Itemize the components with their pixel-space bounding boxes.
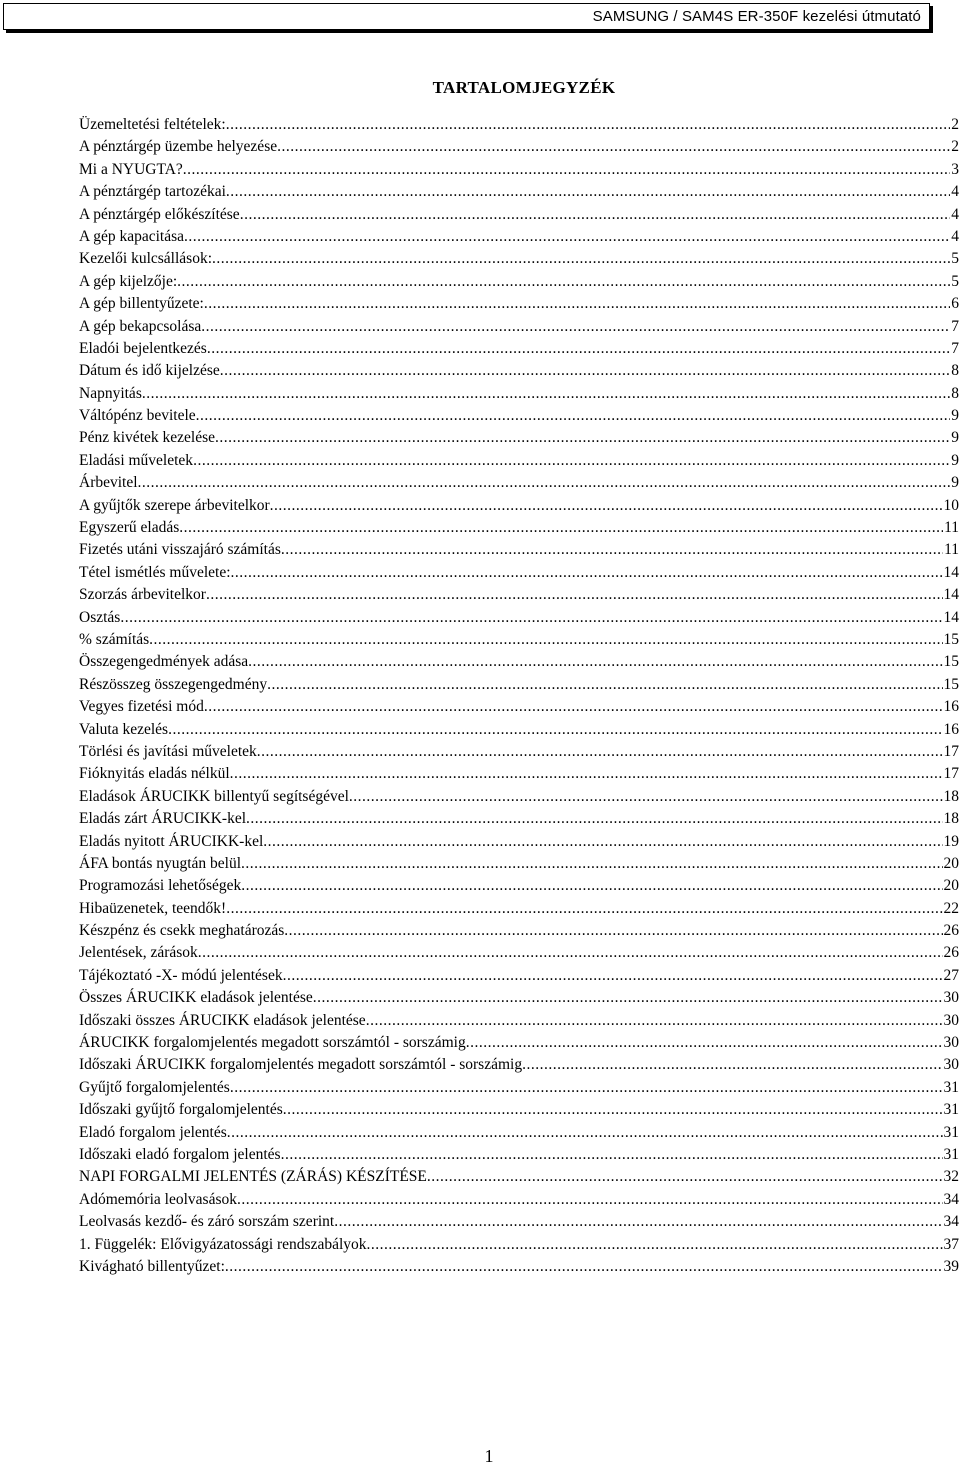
toc-entry[interactable] bbox=[79, 719, 959, 741]
toc-entry-label: Vegyes fizetési mód bbox=[79, 698, 204, 716]
toc-dot-leader bbox=[230, 1077, 943, 1099]
toc-entry-page: 20 bbox=[943, 877, 959, 895]
toc-entry-page: 14 bbox=[943, 608, 959, 626]
toc-entry[interactable] bbox=[79, 136, 959, 158]
toc-entry-page: 7 bbox=[951, 339, 959, 357]
toc-entry[interactable] bbox=[79, 696, 959, 718]
toc-entry-page: 31 bbox=[943, 1101, 959, 1119]
toc-entry[interactable] bbox=[79, 1234, 959, 1256]
toc-entry-label: A gép kijelzője: bbox=[79, 272, 178, 290]
toc-entry-page: 11 bbox=[944, 519, 959, 537]
toc-entry-label: Időszaki eladó forgalom jelentés bbox=[79, 1145, 281, 1163]
toc-entry-label: Eladó forgalom jelentés bbox=[79, 1123, 227, 1141]
toc-entry-page: 7 bbox=[951, 317, 959, 335]
toc-entry-label: Időszaki ÁRUCIKK forgalomjelentés megadott sorszámtól - sorszámig bbox=[79, 1056, 523, 1074]
toc-entry-page: 34 bbox=[943, 1213, 959, 1231]
toc-entry-label: Adómemória leolvasások bbox=[79, 1190, 237, 1208]
toc-entry-label: ÁFA bontás nyugtán belül bbox=[79, 854, 242, 872]
toc-entry-page: 30 bbox=[943, 1056, 959, 1074]
toc-entry[interactable] bbox=[79, 472, 959, 494]
toc-entry-label: Tájékoztató -X- módú jelentések bbox=[79, 966, 283, 984]
toc-entry-page: 16 bbox=[943, 698, 959, 716]
toc-entry[interactable] bbox=[79, 1122, 959, 1144]
toc-dot-leader bbox=[227, 1122, 943, 1144]
toc-entry[interactable] bbox=[79, 1256, 959, 1278]
toc-dot-leader bbox=[246, 808, 942, 830]
toc-entry[interactable] bbox=[79, 607, 959, 629]
toc-entry-label: Törlési és javítási műveletek bbox=[79, 742, 257, 760]
toc-entry-page: 8 bbox=[951, 384, 959, 402]
toc-entry-label: Kezelői kulcsállások: bbox=[79, 250, 212, 268]
toc-dot-leader bbox=[277, 136, 950, 158]
toc-entry[interactable] bbox=[79, 271, 959, 293]
toc-entry-page: 11 bbox=[944, 541, 959, 559]
toc-entry-label: ÁRUCIKK forgalomjelentés megadott sorszámtól - sorszámig bbox=[79, 1034, 466, 1052]
toc-dot-leader bbox=[366, 1010, 943, 1032]
toc-entry[interactable] bbox=[79, 1099, 959, 1121]
toc-dot-leader bbox=[230, 763, 943, 785]
toc-entry[interactable] bbox=[79, 674, 959, 696]
toc-entry-page: 2 bbox=[951, 116, 959, 133]
toc-entry-label: % számítás bbox=[79, 630, 150, 648]
toc-entry-page: 20 bbox=[943, 854, 959, 872]
toc-entry[interactable] bbox=[79, 316, 959, 338]
toc-dot-leader bbox=[241, 853, 942, 875]
toc-entry-page: 17 bbox=[943, 765, 959, 783]
toc-entry-label: Fizetés utáni visszajáró számítás bbox=[79, 541, 281, 559]
toc-entry-label: 1. Függelék: Elővigyázatossági rendszabályok bbox=[79, 1235, 367, 1253]
toc-entry-page: 15 bbox=[943, 630, 959, 648]
toc-dot-leader bbox=[284, 920, 942, 942]
toc-entry[interactable] bbox=[79, 1144, 959, 1166]
toc-dot-leader bbox=[177, 271, 950, 293]
toc-dot-leader bbox=[184, 226, 950, 248]
toc-entry[interactable] bbox=[79, 942, 959, 964]
toc-entry-page: 37 bbox=[943, 1235, 959, 1253]
toc-entry-page: 10 bbox=[943, 496, 959, 514]
toc-entry[interactable] bbox=[79, 181, 959, 203]
toc-dot-leader bbox=[241, 875, 942, 897]
toc-entry-label: Időszaki összes ÁRUCIKK eladások jelentése bbox=[79, 1011, 366, 1029]
toc-entry-page: 4 bbox=[951, 183, 959, 201]
toc-entry-label: Eladások ÁRUCIKK billentyű segítségével bbox=[79, 787, 349, 805]
toc-dot-leader bbox=[281, 1144, 943, 1166]
toc-entry-label: Eladás zárt ÁRUCIKK-kel bbox=[79, 810, 247, 828]
toc-entry-label: NAPI FORGALMI JELENTÉS (ZÁRÁS) KÉSZÍTÉSE bbox=[79, 1168, 427, 1186]
toc-entry[interactable] bbox=[79, 629, 959, 651]
toc-entry[interactable] bbox=[79, 965, 959, 987]
toc-dot-leader bbox=[212, 248, 950, 270]
toc-dot-leader bbox=[283, 965, 943, 987]
toc-entry-page: 26 bbox=[943, 922, 959, 940]
toc-dot-leader bbox=[283, 1099, 943, 1121]
toc-entry-label: Jelentések, zárások bbox=[79, 944, 198, 962]
toc-dot-leader bbox=[204, 696, 943, 718]
toc-entry-page: 30 bbox=[943, 1034, 959, 1052]
toc-entry[interactable] bbox=[79, 831, 959, 853]
toc-dot-leader bbox=[522, 1054, 942, 1076]
toc-entry-page: 39 bbox=[943, 1257, 959, 1275]
toc-entry-page: 27 bbox=[943, 966, 959, 984]
toc-entry[interactable] bbox=[79, 338, 959, 360]
toc-entry-label: A gép billentyűzete: bbox=[79, 295, 204, 313]
toc-entry-label: A gép kapacitása bbox=[79, 227, 185, 245]
toc-entry[interactable] bbox=[79, 853, 959, 875]
toc-entry-page: 18 bbox=[943, 810, 959, 828]
toc-entry-label: Árbevitel bbox=[79, 474, 138, 492]
toc-entry-page: 31 bbox=[943, 1145, 959, 1163]
toc-dot-leader bbox=[313, 987, 943, 1009]
toc-entry-label: Fióknyitás eladás nélkül bbox=[79, 765, 230, 783]
toc-entry[interactable] bbox=[79, 1211, 959, 1233]
toc-entry-page: 6 bbox=[951, 295, 959, 313]
toc-entry-page: 9 bbox=[951, 474, 959, 492]
toc-entry[interactable] bbox=[79, 226, 959, 248]
toc-dot-leader bbox=[179, 517, 943, 539]
toc-entry[interactable] bbox=[79, 875, 959, 897]
toc-title: TARTALOMJEGYZÉK bbox=[432, 78, 616, 97]
toc-entry-label: Váltópénz bevitele bbox=[79, 407, 196, 425]
toc-entry[interactable] bbox=[79, 427, 959, 449]
toc-entry-label: Eladói bejelentkezés bbox=[79, 339, 207, 357]
toc-entry[interactable] bbox=[79, 114, 959, 136]
toc-dot-leader bbox=[215, 427, 950, 449]
toc-entry-label: Eladási műveletek bbox=[79, 451, 194, 469]
toc-entry-page: 4 bbox=[951, 205, 959, 223]
page-number: 1 bbox=[484, 1446, 494, 1466]
toc-entry[interactable] bbox=[79, 159, 959, 181]
toc-dot-leader bbox=[120, 607, 942, 629]
toc-entry[interactable] bbox=[79, 584, 959, 606]
toc-entry[interactable] bbox=[79, 987, 959, 1009]
toc-dot-leader bbox=[281, 539, 943, 561]
toc-entry-label: Napnyitás bbox=[79, 384, 142, 402]
toc-entry[interactable] bbox=[79, 786, 959, 808]
toc-entry-page: 9 bbox=[951, 451, 959, 469]
toc-entry[interactable] bbox=[79, 539, 959, 561]
toc-entry[interactable] bbox=[79, 898, 959, 920]
toc-entry-page: 3 bbox=[951, 160, 959, 178]
table-of-contents bbox=[79, 114, 959, 1278]
toc-entry-label: A gyűjtők szerepe árbevitelkor bbox=[79, 496, 270, 514]
running-header bbox=[3, 3, 930, 30]
toc-entry-page: 9 bbox=[951, 429, 959, 447]
toc-entry[interactable] bbox=[79, 248, 959, 270]
toc-entry[interactable] bbox=[79, 741, 959, 763]
toc-entry-label: Eladás nyitott ÁRUCIKK-kel bbox=[79, 832, 264, 850]
toc-dot-leader bbox=[201, 316, 950, 338]
toc-entry-page: 30 bbox=[943, 989, 959, 1007]
toc-dot-leader bbox=[226, 181, 950, 203]
toc-dot-leader bbox=[225, 1256, 943, 1278]
toc-entry[interactable] bbox=[79, 1077, 959, 1099]
toc-entry-page: 18 bbox=[943, 787, 959, 805]
toc-entry-page: 15 bbox=[943, 653, 959, 671]
toc-entry-page: 31 bbox=[943, 1078, 959, 1096]
toc-entry-label: Programozási lehetőségek bbox=[79, 877, 242, 895]
toc-entry-page: 16 bbox=[943, 720, 959, 738]
toc-entry-page: 8 bbox=[951, 362, 959, 380]
toc-dot-leader bbox=[349, 786, 943, 808]
toc-dot-leader bbox=[257, 741, 943, 763]
toc-entry-page: 19 bbox=[943, 832, 959, 850]
toc-entry[interactable] bbox=[79, 1032, 959, 1054]
toc-dot-leader bbox=[183, 159, 950, 181]
toc-entry[interactable] bbox=[79, 1010, 959, 1032]
toc-dot-leader bbox=[367, 1234, 943, 1256]
toc-dot-leader bbox=[149, 629, 942, 651]
toc-entry-label: Tétel ismétlés művelete: bbox=[79, 563, 231, 581]
toc-entry[interactable] bbox=[79, 1166, 959, 1188]
toc-dot-leader bbox=[193, 450, 950, 472]
toc-entry-label: A pénztárgép tartozékai bbox=[79, 183, 226, 201]
toc-entry-page: 5 bbox=[951, 272, 959, 290]
toc-entry-label: Pénz kivétek kezelése bbox=[79, 429, 215, 447]
toc-entry-page: 2 bbox=[951, 138, 959, 156]
toc-entry-label: Osztás bbox=[79, 608, 121, 626]
toc-entry-label: Leolvasás kezdő- és záró sorszám szerint bbox=[79, 1213, 335, 1231]
toc-entry-label: Készpénz és csekk meghatározás bbox=[79, 922, 285, 940]
toc-entry[interactable] bbox=[79, 450, 959, 472]
toc-entry[interactable] bbox=[79, 383, 959, 405]
toc-entry[interactable] bbox=[79, 360, 959, 382]
toc-entry-label: Valuta kezelés bbox=[79, 720, 169, 738]
toc-entry-page: 26 bbox=[943, 944, 959, 962]
toc-entry[interactable] bbox=[79, 495, 959, 517]
toc-entry-label: Mi a NYUGTA? bbox=[79, 160, 183, 178]
toc-entry-page: 9 bbox=[951, 407, 959, 425]
toc-entry[interactable] bbox=[79, 808, 959, 830]
toc-dot-leader bbox=[204, 293, 950, 315]
toc-entry-page: 31 bbox=[943, 1123, 959, 1141]
toc-entry-page: 14 bbox=[943, 586, 959, 604]
toc-dot-leader bbox=[231, 562, 943, 584]
toc-dot-leader bbox=[220, 360, 951, 382]
toc-entry-label: Részösszeg összegengedmény bbox=[79, 675, 268, 693]
toc-entry[interactable] bbox=[79, 763, 959, 785]
toc-entry-label: Gyűjtő forgalomjelentés bbox=[79, 1078, 230, 1096]
toc-dot-leader bbox=[270, 495, 943, 517]
toc-entry-page: 4 bbox=[951, 227, 959, 245]
toc-dot-leader bbox=[226, 114, 951, 136]
toc-entry[interactable] bbox=[79, 517, 959, 539]
toc-entry-page: 34 bbox=[943, 1190, 959, 1208]
toc-entry-page: 17 bbox=[943, 742, 959, 760]
toc-entry-label: Dátum és idő kijelzése bbox=[79, 362, 220, 380]
toc-entry-label: Összegengedmények adása bbox=[79, 653, 249, 671]
toc-dot-leader bbox=[207, 338, 950, 360]
toc-dot-leader bbox=[466, 1032, 943, 1054]
toc-entry-label: A pénztárgép üzembe helyezése bbox=[79, 138, 278, 156]
toc-entry-label: Kivágható billentyűzet: bbox=[79, 1257, 225, 1275]
toc-entry-label: Időszaki gyűjtő forgalomjelentés bbox=[79, 1101, 283, 1119]
toc-entry-label: Szorzás árbevitelkor bbox=[79, 586, 206, 604]
toc-dot-leader bbox=[267, 674, 942, 696]
toc-dot-leader bbox=[168, 719, 942, 741]
toc-entry-page: 22 bbox=[943, 899, 959, 917]
toc-entry-label: A pénztárgép előkészítése bbox=[79, 205, 240, 223]
toc-dot-leader bbox=[226, 898, 942, 920]
toc-entry[interactable] bbox=[79, 562, 959, 584]
toc-dot-leader bbox=[263, 831, 942, 853]
toc-entry[interactable] bbox=[79, 920, 959, 942]
toc-entry[interactable] bbox=[79, 1054, 959, 1076]
toc-entry[interactable] bbox=[79, 204, 959, 226]
toc-entry[interactable] bbox=[79, 293, 959, 315]
toc-dot-leader bbox=[427, 1166, 943, 1188]
toc-entry[interactable] bbox=[79, 1189, 959, 1211]
toc-entry-label: Összes ÁRUCIKK eladások jelentése bbox=[79, 989, 313, 1007]
toc-entry[interactable] bbox=[79, 651, 959, 673]
toc-dot-leader bbox=[206, 584, 943, 606]
toc-entry-page: 32 bbox=[943, 1168, 959, 1186]
toc-dot-leader bbox=[138, 472, 951, 494]
toc-dot-leader bbox=[237, 1189, 943, 1211]
toc-dot-leader bbox=[240, 204, 951, 226]
toc-entry-label: Üzemeltetési feltételek: bbox=[79, 116, 226, 133]
toc-dot-leader bbox=[196, 405, 951, 427]
toc-dot-leader bbox=[248, 651, 942, 673]
toc-entry-page: 5 bbox=[951, 250, 959, 268]
toc-entry[interactable] bbox=[79, 405, 959, 427]
toc-entry-label: Egyszerű eladás bbox=[79, 519, 180, 537]
toc-entry-label: Hibaüzenetek, teendők! bbox=[79, 899, 227, 917]
toc-entry-page: 15 bbox=[943, 675, 959, 693]
toc-dot-leader bbox=[334, 1211, 942, 1233]
toc-dot-leader bbox=[142, 383, 950, 405]
toc-entry-label: A gép bekapcsolása bbox=[79, 317, 202, 335]
toc-entry-page: 30 bbox=[943, 1011, 959, 1029]
header-title: SAMSUNG / SAM4S ER-350F kezelési útmutató bbox=[592, 8, 921, 25]
toc-dot-leader bbox=[198, 942, 943, 964]
toc-entry-page: 14 bbox=[943, 563, 959, 581]
